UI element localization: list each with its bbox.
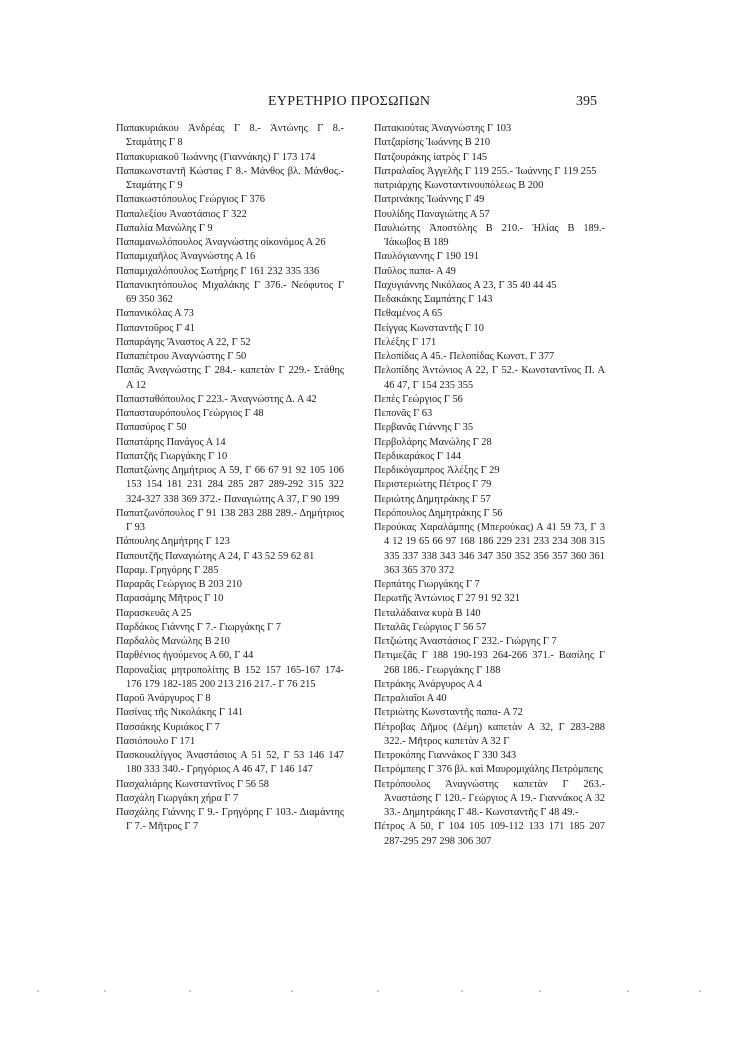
page-number: 395 bbox=[576, 94, 597, 109]
index-entry: Πετροκόπης Γιαννάκος Γ 330 343 bbox=[374, 750, 517, 761]
index-entry: Πουλίδης Παναγιώτης Α 57 bbox=[374, 208, 490, 220]
index-entry: Πεπὲς Γεώργιος Γ 56 bbox=[374, 393, 463, 405]
index-entry: Πετζιώτης Ἀναστάσιος Γ 232.- Γιώργης Γ 7 bbox=[374, 636, 557, 647]
index-entry: Παπακωνσταντῆ Κώστας Γ 8.- Μάνθος βλ. Μάνθος.- Σταμάτης Γ 9 bbox=[116, 165, 344, 191]
index-entry: Περβανᾶς Γιάννης Γ 35 bbox=[374, 422, 474, 434]
index-entry: Παπαλία Μανώλης Γ 9 bbox=[116, 222, 213, 234]
index-entry: Παροῦ Ἀνάργυρος Γ 8 bbox=[116, 693, 211, 704]
index-entry: Περβολάρης Μανώλης Γ 28 bbox=[374, 436, 492, 448]
index-entry: Περωτῆς Ἀντώνιος Γ 27 91 92 321 bbox=[374, 593, 520, 605]
index-entry: Παῦλος παπα- Α 49 bbox=[374, 265, 456, 277]
index-entry: Πεδακάκης Σαμπάτης Γ 143 bbox=[374, 294, 493, 305]
index-entry: πατριάρχης Κωνσταντινουπόλεως Β 200 bbox=[374, 180, 544, 191]
index-entry: Πεπονᾶς Γ 63 bbox=[374, 408, 433, 419]
index-entry: Παραμ. Γρηγόρης Γ 285 bbox=[116, 564, 219, 576]
index-entry: Παυλόγιαννης Γ 190 191 bbox=[374, 251, 480, 263]
index-entry: Παπᾶς Ἀναγνώστης Γ 284.- καπετὰν Γ 229.- Στάθης Α 12 bbox=[116, 365, 344, 391]
index-entry: Πάπουλης Δημήτρης Γ 123 bbox=[116, 536, 230, 548]
index-entry: Πατζαρίσης Ἰωάννης Β 210 bbox=[374, 137, 491, 149]
scan-mark bbox=[189, 990, 191, 992]
index-entry: Πελέξης Γ 171 bbox=[374, 336, 437, 348]
index-entry: Παρδάκος Γιάννης Γ 7.- Γιωργάκης Γ 7 bbox=[116, 621, 281, 633]
index-entry: Πασσάκης Κυριάκος Γ 7 bbox=[116, 721, 220, 733]
scan-mark bbox=[104, 990, 106, 992]
index-entry: Πελοπίδης Ἀντώνιος Α 22, Γ 52.- Κωνσταντῖνος Π. Α 46 47, Γ 154 235 355 bbox=[374, 365, 605, 391]
index-entry: Περδικαράκος Γ 144 bbox=[374, 450, 462, 462]
index-entry: Πασίνας τῆς Νικολάκης Γ 141 bbox=[116, 707, 244, 719]
index-entry: Πετράκης Ἀνάργυρος Α 4 bbox=[374, 678, 482, 690]
index-entry: Πέτρος Α 50, Γ 104 105 109-112 133 171 185 207 287-295 297 298 306 307 bbox=[374, 821, 605, 847]
index-entry: Παπαντοῦρος Γ 41 bbox=[116, 322, 195, 334]
index-entry: Παπαπέτρου Ἀναγνώστης Γ 50 bbox=[116, 351, 247, 362]
scan-mark bbox=[461, 990, 463, 992]
scan-mark bbox=[627, 990, 629, 992]
index-entry: Παπαλεξίου Ἀναστάσιος Γ 322 bbox=[116, 208, 247, 220]
index-entry: Παπακυριάκου Ἀνδρέας Γ 8.- Ἀντώνης Γ 8.- Σταμάτης Γ 8 bbox=[116, 123, 344, 149]
index-entry: Πασχαλιάρης Κωνσταντῖνος Γ 56 58 bbox=[116, 778, 269, 790]
index-entry: Παπαμιχαλόπουλος Σωτήρης Γ 161 232 335 336 bbox=[116, 265, 320, 277]
index-entry: Πέτροβας Δῆμος (Δέμη) καπετὰν Α 32, Γ 283-288 322.- Μῆτρος καπετὰν Α 32 Γ bbox=[374, 721, 605, 747]
index-entry: Περιστεριώτης Πέτρος Γ 79 bbox=[374, 479, 492, 491]
index-entry: Περπάτης Γιωργάκης Γ 7 bbox=[374, 579, 480, 590]
index-column-right bbox=[374, 122, 605, 849]
index-entry: Πατραλαῖος Ἀγγελῆς Γ 119 255.- Ἰωάννης Γ 119 255 bbox=[374, 165, 597, 177]
scan-mark bbox=[37, 990, 39, 992]
index-entry: Παχυγιάννης Νικόλαος Α 23, Γ 35 40 44 45 bbox=[374, 279, 557, 291]
index-entry: Παρασκευᾶς Α 25 bbox=[116, 607, 192, 619]
index-entry: Πεταλάδαινα κυρὰ Β 140 bbox=[374, 607, 481, 619]
index-entry: Πεθαμένος Α 65 bbox=[374, 308, 443, 320]
index-entry: Παρδαλὸς Μανώλης Β 210 bbox=[116, 636, 230, 647]
index-entry: Παπακωστόπουλος Γεώργιος Γ 376 bbox=[116, 194, 266, 206]
index-entry: Πασχάλης Γιάννης Γ 9.- Γρηγόρης Γ 103.- Διαμάντης Γ 7.- Μῆτρος Γ 7 bbox=[116, 807, 344, 833]
index-entry: Πελοπίδας Α 45.- Πελοπίδας Κωνστ. Γ 377 bbox=[374, 351, 555, 362]
index-entry: Παρασάμης Μῆτρος Γ 10 bbox=[116, 593, 224, 605]
scan-mark bbox=[539, 990, 541, 992]
index-entry: Περόπουλος Δημητράκης Γ 56 bbox=[374, 507, 503, 519]
index-title: ΕΥΡΕΤΗΡΙΟ ΠΡΟΣΩΠΩΝ bbox=[268, 94, 431, 109]
index-entry: Παπατάρης Πανάγος Α 14 bbox=[116, 436, 226, 448]
scan-edge-marks bbox=[30, 988, 720, 994]
index-entry: Πασκουαλίγγος Ἀναστάσιος Α 51 52, Γ 53 146 147 180 333 340.- Γρηγόριος Α 46 47, Γ 146 147 bbox=[116, 750, 344, 776]
index-entry: Παπασταθόπουλος Γ 223.- Ἀναγνώστης Δ. Α 42 bbox=[116, 393, 317, 405]
index-entry: Πεταλᾶς Γεώργιος Γ 56 57 bbox=[374, 621, 487, 633]
index-entry: Παπαμιχαῆλος Ἀναγνώστης Α 16 bbox=[116, 251, 256, 263]
index-entry: Πετρόπουλος Ἀναγνώστης καπετὰν Γ 263.- Ἀναστάσης Γ 120.- Γεώργιος Α 19.- Γιαννάκος Α 32 33.- Δημητράκης Γ 48.- Κωνσταντῆς Γ 48 49.- bbox=[374, 778, 605, 818]
index-column-left bbox=[116, 122, 344, 835]
index-entry: Πατρινάκης Ἰωάννης Γ 49 bbox=[374, 194, 485, 206]
index-entry: Πετιμεζᾶς Γ 188 190-193 264-266 371.- Βασίλης Γ 268 186.- Γεωργάκης Γ 188 bbox=[374, 650, 605, 676]
index-entry: Παπανικόλας Α 73 bbox=[116, 308, 194, 320]
index-entry: Περιώτης Δημητράκης Γ 57 bbox=[374, 493, 491, 505]
index-entry: Παπαράγης Ἄναστος Α 22, Γ 52 bbox=[116, 336, 251, 348]
scan-mark bbox=[291, 990, 293, 992]
index-entry: Περούκας Χαραλάμπης (Μπερούκας) Α 41 59 73, Γ 3 4 12 19 65 66 97 168 186 229 231 233 234 308 315 335 337 338 343 346 347 350 352 356 357 360 361 363 365 370 372 bbox=[374, 522, 605, 576]
index-entry: Πατακιούτας Ἀναγνώστης Γ 103 bbox=[374, 123, 512, 134]
index-entry: Παυλιώτης Ἀποστόλης Β 210.- Ἠλίας Β 189.- Ἰάκωβος Β 189 bbox=[374, 222, 605, 248]
index-entry: Περδικόγαμπρος Ἀλέξης Γ 29 bbox=[374, 465, 500, 476]
index-entry: Παρθένιος ἡγούμενος Α 60, Γ 44 bbox=[116, 650, 254, 662]
index-entry: Παπατζώνης Δημήτριος Α 59, Γ 66 67 91 92 105 106 153 154 181 231 284 285 287 289-292 315 322 324-327 338 369 372.- Παναγιώτης Α 37, Γ 90 199 bbox=[116, 465, 344, 505]
index-entry: Πετρόμπεης Γ 376 βλ. καὶ Μαυρομιχάλης Πετρόμπεης bbox=[374, 764, 603, 776]
index-entry: Πασχάλη Γιωργάκη χήρα Γ 7 bbox=[116, 792, 239, 804]
index-entry: Πασιόπουλο Γ 171 bbox=[116, 735, 196, 747]
index-entry: Παπασύρος Γ 50 bbox=[116, 422, 187, 434]
index-entry: Παπαμανωλόπουλος Ἀναγνώστης οἰκονόμος Α 26 bbox=[116, 237, 326, 248]
scan-mark bbox=[699, 990, 701, 992]
index-entry: Παροναξίας μητροπολίτης Β 152 157 165-167 174-176 179 182-185 200 213 216 217.- Γ 76 215 bbox=[116, 664, 344, 690]
index-entry: Πείγγας Κωνσταντῆς Γ 10 bbox=[374, 322, 484, 334]
index-entry: Παπατζωνόπουλος Γ 91 138 283 288 289.- Δημήτριος Γ 93 bbox=[116, 507, 344, 533]
index-entry: Πατζουράκης ἰατρὸς Γ 145 bbox=[374, 151, 488, 163]
index-entry: Πετριώτης Κωνσταντῆς παπα- Α 72 bbox=[374, 707, 523, 719]
index-entry: Παπακυριακοῦ Ἰωάννης (Γιαννάκης) Γ 173 174 bbox=[116, 151, 316, 163]
scan-mark bbox=[377, 990, 379, 992]
index-entry: Παπασταυρόπουλος Γεώργιος Γ 48 bbox=[116, 408, 264, 419]
index-entry: Παπουτζῆς Παναγιώτης Α 24, Γ 43 52 59 62 81 bbox=[116, 550, 315, 562]
index-entry: Παπατζῆς Γιωργάκης Γ 10 bbox=[116, 450, 228, 462]
index-entry: Πετραλιαῖοι Α 40 bbox=[374, 693, 447, 704]
index-entry: Παπανικητόπουλος Μιχαλάκης Γ 376.- Νεόφυτος Γ 69 350 362 bbox=[116, 279, 344, 305]
index-entry: Παραρᾶς Γεώργιος Β 203 210 bbox=[116, 579, 242, 590]
